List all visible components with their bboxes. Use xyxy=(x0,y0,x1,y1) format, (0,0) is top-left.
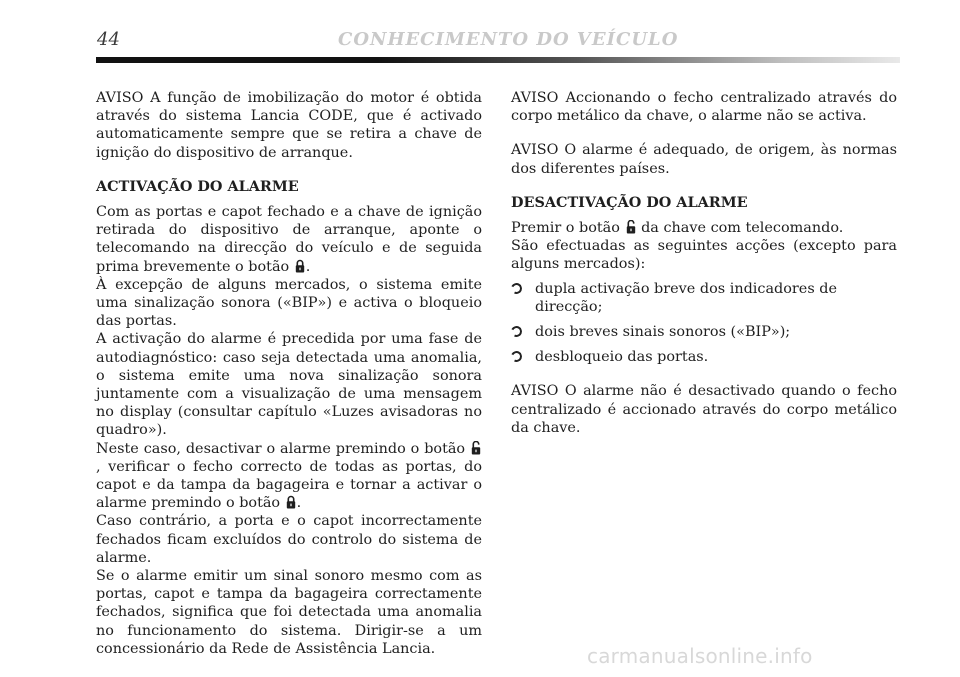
left-column xyxy=(96,89,482,674)
text-segment: Premir o botão xyxy=(511,220,625,237)
list-item-text: desbloqueio das portas. xyxy=(535,349,709,366)
deactivation-actions-list xyxy=(511,280,897,367)
warning-immobilizer: AVISO A função de imobilização do motor é obtida através do sistema Lancia CODE, que é activado automaticamente sempre que se retira a chave de ignição do dispositivo de arranque. xyxy=(96,90,482,161)
paragraph-self-diagnosis: A activação do alarme é precedida por uma fase de autodiagnóstico: caso seja detectada uma anomalia, o sistema emite uma nova sinalização sonora juntamente com a visualização de uma mensagem no display (consultar capítulo «Luzes avisadoras no quadro»). xyxy=(96,331,482,439)
bullet-icon xyxy=(509,324,523,338)
text-segment: , verificar o fecho correcto de todas as portas, do capot e da tampa da bagageira e tornar a activar o alarme premindo o botão xyxy=(96,458,482,512)
text-segment: Neste caso, desactivar o alarme premindo o botão xyxy=(96,440,470,457)
warning-standards: AVISO O alarme é adequado, de origem, às normas dos diferentes países. xyxy=(511,142,897,177)
warning-central-locking: AVISO Accionando o fecho centralizado através do corpo metálico da chave, o alarme não se activa. xyxy=(511,90,897,125)
paragraph-deactivation-procedure xyxy=(511,219,897,237)
text-segment: . xyxy=(296,495,302,512)
list-item-text: dois breves sinais sonoros («BIP»); xyxy=(535,324,791,341)
paragraph-actions-intro: São efectuadas as seguintes acções (excepto para alguns mercados): xyxy=(511,238,897,273)
list-item-text: dupla activação breve dos indicadores de direcção; xyxy=(535,280,838,315)
paragraph-reactivation xyxy=(96,440,482,513)
list-item xyxy=(511,348,897,366)
watermark: carmanualsonline.info xyxy=(587,644,813,668)
paragraph-activation-procedure xyxy=(96,203,482,276)
list-item xyxy=(511,280,897,316)
bullet-icon xyxy=(509,350,523,364)
page-number: 44 xyxy=(97,29,120,50)
heading-alarm-activation: ACTIVAÇÃO DO ALARME xyxy=(96,177,299,195)
lock-closed-icon xyxy=(286,495,296,509)
paragraph-beep-signal: À excepção de alguns mercados, o sistema emite uma sinalização sonora («BIP») e activa o bloqueio das portas. xyxy=(96,276,482,330)
lock-open-icon xyxy=(626,220,636,234)
list-item xyxy=(511,323,897,341)
right-column xyxy=(511,89,897,453)
text-segment: . xyxy=(305,258,311,275)
lock-closed-icon xyxy=(295,259,305,273)
heading-alarm-deactivation: DESACTIVAÇÃO DO ALARME xyxy=(511,193,748,211)
text-segment: Com as portas e capot fechado e a chave de ignição retirada do dispositivo de arranque, aponte o telecomando na direcção do veículo e de seguida prima brevemente o botão xyxy=(96,204,482,275)
bullet-icon xyxy=(509,281,523,295)
lock-open-icon xyxy=(471,441,481,455)
header-rule xyxy=(96,57,900,63)
text-segment: da chave com telecomando. xyxy=(636,220,844,237)
warning-not-deactivated: AVISO O alarme não é desactivado quando o fecho centralizado é accionado através do corpo metálico da chave. xyxy=(511,383,897,436)
paragraph-excluded-doors: Caso contrário, a porta e o capot incorrectamente fechados ficam excluídos do controlo do sistema de alarme. xyxy=(96,513,482,566)
paragraph-anomaly: Se o alarme emitir um sinal sonoro mesmo com as portas, capot e tampa da bagageira correctamente fechados, significa que foi detectada uma anomalia no funcionamento do sistema. Dirigir-se a um concessionário da Rede de Assistência Lancia. xyxy=(96,568,482,657)
section-title: CONHECIMENTO DO VEÍCULO xyxy=(338,29,679,50)
